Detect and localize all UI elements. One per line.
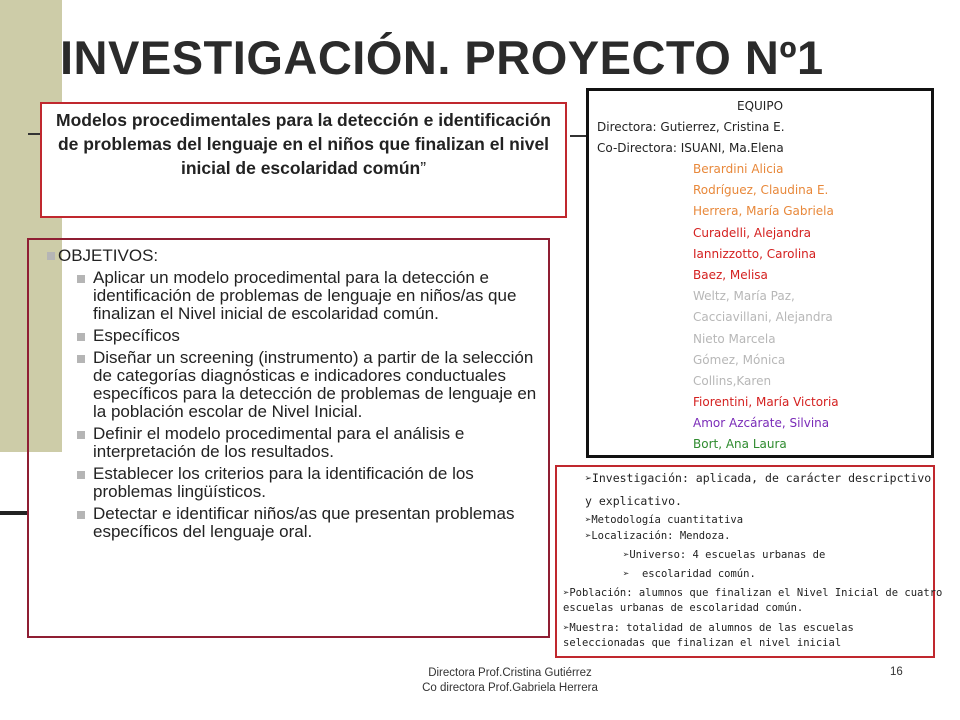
info-universo bbox=[623, 549, 825, 561]
arrow-bullet-icon: ➢ bbox=[585, 514, 592, 526]
team-co-director: Co-Directora: ISUANI, Ma.Elena bbox=[597, 141, 784, 155]
team-member-list bbox=[589, 159, 931, 456]
square-bullet-icon bbox=[77, 511, 85, 519]
team-member: Iannizzotto, Carolina bbox=[693, 246, 817, 261]
info-escolaridad bbox=[623, 568, 756, 580]
info-text: Metodología cuantitativa bbox=[591, 514, 744, 526]
team-member: Rodríguez, Claudina E. bbox=[693, 183, 829, 198]
objective-item bbox=[71, 465, 538, 501]
arrow-bullet-icon: ➢ bbox=[585, 530, 592, 542]
info-text: Población: alumnos que finalizan el Nivel Inicial de cuatro bbox=[569, 587, 943, 599]
team-member: Cacciavillani, Alejandra bbox=[693, 310, 833, 325]
arrow-bullet-icon: ➢ bbox=[623, 549, 630, 561]
team-member: Amor Azcárate, Silvina bbox=[693, 416, 830, 431]
square-bullet-icon bbox=[47, 252, 55, 260]
objective-text: Diseñar un screening (instrumento) a partir de la selección de categorías diagnósticas e indicadores conductuales específicos para la detección de problemas de lenguaje en la población escolar de Nivel Inicial. bbox=[93, 348, 537, 421]
objective-text: Específicos bbox=[93, 326, 180, 345]
objective-text: Establecer los criterios para la identificación de los problemas lingüísticos. bbox=[93, 464, 474, 501]
info-text: Muestra: totalidad de alumnos de las escuelas bbox=[569, 622, 854, 634]
square-bullet-icon bbox=[77, 275, 85, 283]
square-bullet-icon bbox=[77, 333, 85, 341]
footer-credits bbox=[360, 666, 660, 696]
info-muestra-cont: seleccionadas que finalizan el nivel inicial bbox=[563, 637, 842, 649]
subtitle-text: Modelos procedimentales para la detección e identificación de problemas del lenguaje en el niños que finalizan el nivel inicial de escolaridad común bbox=[56, 110, 551, 178]
info-metodologia bbox=[585, 514, 743, 526]
subtitle-box bbox=[40, 102, 567, 218]
info-text: Universo: 4 escuelas urbanas de bbox=[629, 549, 826, 561]
info-muestra bbox=[563, 622, 854, 634]
team-member: Herrera, María Gabriela bbox=[693, 204, 834, 219]
square-bullet-icon bbox=[77, 471, 85, 479]
objective-text: Definir el modelo procedimental para el análisis e interpretación de los resultados. bbox=[93, 424, 465, 461]
info-investigacion-cont: y explicativo. bbox=[585, 494, 682, 508]
objective-item bbox=[71, 349, 538, 421]
info-text: Localización: Mendoza. bbox=[591, 530, 731, 542]
info-text: Investigación: aplicada, de carácter descripctivo bbox=[591, 471, 932, 485]
page-number: 16 bbox=[890, 666, 903, 678]
team-member: Berardini Alicia bbox=[693, 162, 784, 176]
objectives-heading-text: OBJETIVOS: bbox=[58, 246, 159, 265]
arrow-bullet-icon: ➢ bbox=[563, 622, 570, 634]
objective-item bbox=[71, 425, 538, 461]
info-localizacion bbox=[585, 530, 730, 542]
team-member: Baez, Melisa bbox=[693, 267, 768, 282]
subtitle-closing-mark: ” bbox=[420, 158, 427, 178]
footer-line-1: Directora Prof.Cristina Gutiérrez bbox=[428, 667, 592, 679]
objective-text: Aplicar un modelo procedimental para la detección e identificación de problemas de lenguaje en niños/as que finalizan el Nivel inicial de escolaridad común. bbox=[93, 268, 517, 323]
footer-line-2: Co directora Prof.Gabriela Herrera bbox=[422, 682, 598, 694]
info-investigacion bbox=[585, 471, 931, 485]
objectives-box bbox=[27, 238, 550, 638]
team-member: Bort, Ana Laura bbox=[693, 437, 787, 452]
page-title: INVESTIGACIÓN. PROYECTO Nº1 bbox=[60, 31, 824, 84]
arrow-bullet-icon: ➢ bbox=[563, 587, 570, 599]
info-poblacion bbox=[563, 587, 942, 599]
team-box bbox=[586, 88, 934, 458]
team-member: Gómez, Mónica bbox=[693, 352, 786, 367]
decorative-rule bbox=[0, 511, 28, 515]
square-bullet-icon bbox=[77, 355, 85, 363]
objective-text: Detectar e identificar niños/as que presentan problemas específicos del lenguaje oral. bbox=[93, 504, 515, 541]
arrow-bullet-icon: ➢ bbox=[585, 471, 592, 485]
team-member: Collins,Karen bbox=[693, 373, 772, 388]
team-heading: EQUIPO bbox=[736, 99, 784, 113]
team-member: Weltz, María Paz, bbox=[693, 289, 795, 304]
arrow-bullet-icon: ➢ bbox=[623, 568, 630, 580]
objective-item bbox=[71, 327, 538, 345]
objective-item bbox=[71, 505, 538, 541]
team-director: Directora: Gutierrez, Cristina E. bbox=[597, 120, 785, 134]
square-bullet-icon bbox=[77, 431, 85, 439]
info-text: escolaridad común. bbox=[641, 568, 756, 580]
research-info-box bbox=[555, 465, 943, 658]
team-member: Fiorentini, María Victoria bbox=[693, 395, 839, 410]
info-poblacion-cont: escuelas urbanas de escolaridad común. bbox=[563, 602, 804, 614]
team-member: Nieto Marcela bbox=[693, 331, 776, 346]
team-member: Curadelli, Alejandra bbox=[693, 225, 812, 240]
objectives-heading bbox=[47, 246, 538, 266]
objectives-list bbox=[47, 269, 538, 541]
objective-item bbox=[71, 269, 538, 323]
